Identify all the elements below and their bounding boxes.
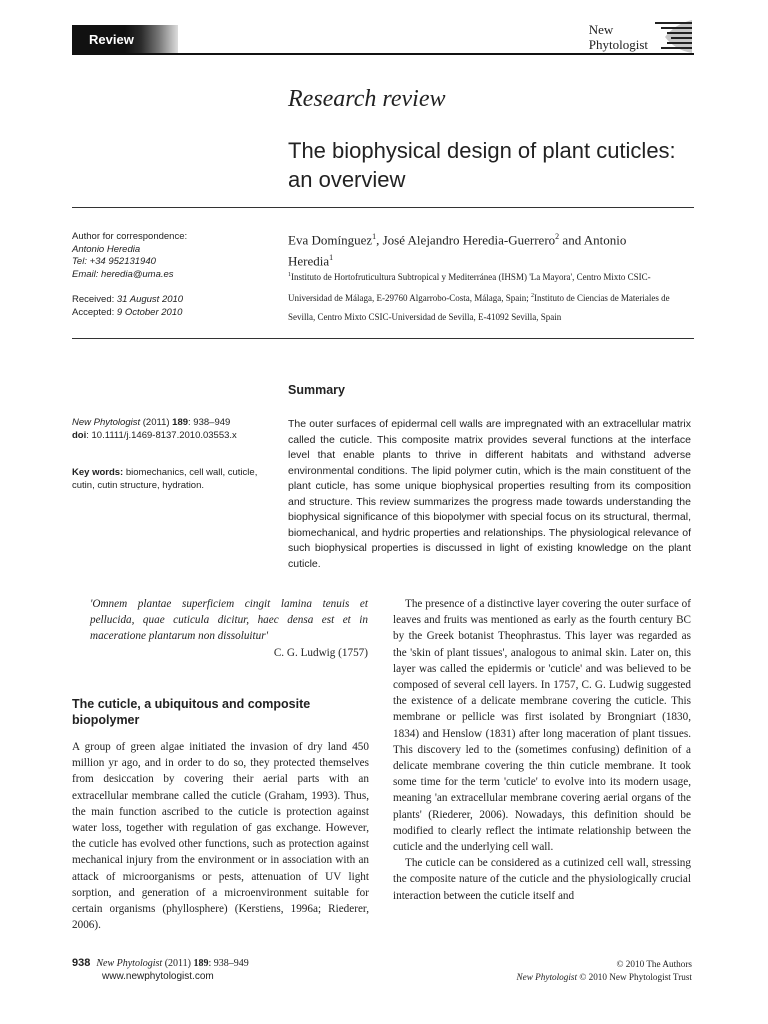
accepted-date: Accepted: 9 October 2010 [72, 306, 183, 318]
correspondence-tel: Tel: +34 952131940 [72, 256, 156, 267]
correspondence-label: Author for correspondence: [72, 231, 188, 242]
received-date: Received: 31 August 2010 [72, 294, 184, 305]
journal-url[interactable]: www.newphytologist.com [102, 971, 214, 982]
section-heading: The cuticle, a ubiquitous and composite biopolymer [72, 697, 311, 727]
section-tag: Review [72, 25, 178, 54]
article-type: Research review [288, 86, 446, 112]
doi[interactable]: doi: 10.1111/j.1469-8137.2010.03553.x [72, 429, 237, 441]
page-number: 938 [72, 957, 91, 969]
citation: New Phytologist (2011) 189: 938–949 [72, 417, 231, 428]
paragraph: The cuticle can be considered as a cutinized cell wall, stressing the composite nature of the cuticle and the physiologically crucial interaction between the cuticle itself and [393, 857, 691, 902]
summary-heading: Summary [288, 383, 345, 397]
epigraph-text: 'Omnem plantae superficiem cingit lamina tenuis et pellucida, quae cuticula dicitur, haec densa est et in maceratione plantarum non dissoluitur' [90, 598, 368, 643]
article-title: The biophysical design of plant cuticles: an overview [288, 138, 676, 192]
footer-left: 938 New Phytologist (2011) 189: 938–949 www.newphytologist.com [72, 957, 249, 982]
paragraph: A group of green algae initiated the invasion of dry land 450 million yr ago, and in order to do so, they protected themselves from desiccation by covering their aerial parts with an extracellular membrane called the cuticle (Graham, 1993). Thus, the main function ascribed to the cuticle is protection against water loss, together with regulation of gas exchange. However, the cuticle has evolved other functions, such as protection against mechanical injury from the environment or in association with an attack of microorganisms or pests, attenuation of UV light sorption, and generation of a microenvironment suitable for certain organisms (phyllosphere) (Kerstiens, 1996a; Riederer, 2006). [72, 741, 369, 932]
journal-logo-text [589, 22, 648, 52]
body-column-1 [72, 739, 369, 933]
paragraph: The presence of a distinctive layer covering the outer surface of leaves and fruits was mentioned as early as the fourth century BC by the Greek botanist Theophrastus. This layer was regarded as the 'skin of plant tissues', analogous to animal skin. Later on, this layer was called the epidermis or 'cuticle' and was believed to be composed of several cell layers. In 1757, C. G. Ludwig suggested the existence of a delicate membrane covering the cuticle. This membrane or pellicle was first isolated by Brongniart (1830, 1834) and Henslow (1831) after long maceration of plant tissues. This discovery led to the (sometimes confusing) definition of a delicate membrane covering the thin cuticle membrane. It took some time for the term 'cuticle' to evolve into its modern usage, meaning 'an extracellular membrane covering aerial organs of the plants' (Riederer, 2006). Nowadays, this definition should be modified to clearly reflect the intimate relationship between the cuticle and the underlying cell wall. [393, 598, 691, 854]
body-column-2 [393, 596, 691, 904]
summary-text: The outer surfaces of epidermal cell walls are impregnated with an extracellular matrix called the cuticle. This composite matrix provides several functions at the interface level that enable plants to thrive in different habitats and withstand adverse environmental conditions. The lipid polymer cutin, which is the main constituent of the plant cuticle, has some unique biophysical properties resulting from its composition and structure. This review summarizes the progress made towards understanding the biophysical significance of this biopolymer with special focus on its structural, thermal, biomechanical, and hydric properties and relationships. The physiological relevance of such biophysical properties is discussed in light of existing knowledge on the plant cuticle. [288, 418, 691, 570]
correspondence-email[interactable]: Email: heredia@uma.es [72, 268, 174, 280]
copyright-authors: © 2010 The Authors [616, 959, 692, 969]
affiliations: $^1$Instituto de Hortofruticultura Subtropical y Mediterránea (IHSM) 'La Mayora', Centro Mixto CSIC-Universidad de Málaga, E-29760 Algarrobo-Costa, Málaga, Spain; $^2$Instituto de Ciencias de Materiales de Sevilla, Centro Mixto CSIC-Universidad de Sevilla, E-41092 Sevilla, Spain [288, 272, 670, 322]
keywords: Key words: biomechanics, cell wall, cuticle, cutin, cutin structure, hydration. [72, 467, 258, 491]
summary-rule [72, 338, 694, 339]
epigraph-attribution: C. G. Ludwig (1757) [273, 646, 368, 659]
title-rule [72, 207, 694, 208]
correspondence-name: Antonio Heredia [72, 243, 141, 255]
journal-logo-icon [655, 20, 692, 53]
logo-line-2: Phytologist [588, 37, 648, 52]
author-list: Eva Domínguez$^1$, José Alejandro Heredia-Guerrero$^2$ and Antonio Heredia$^1$ [288, 232, 627, 269]
footer-right [517, 958, 692, 984]
header-rule [72, 53, 694, 55]
copyright-trust: New Phytologist © 2010 New Phytologist Trust [516, 972, 692, 982]
logo-line-1: New [588, 22, 614, 37]
correspondence-block [72, 231, 272, 319]
citation-block [72, 417, 272, 442]
epigraph [90, 596, 368, 661]
